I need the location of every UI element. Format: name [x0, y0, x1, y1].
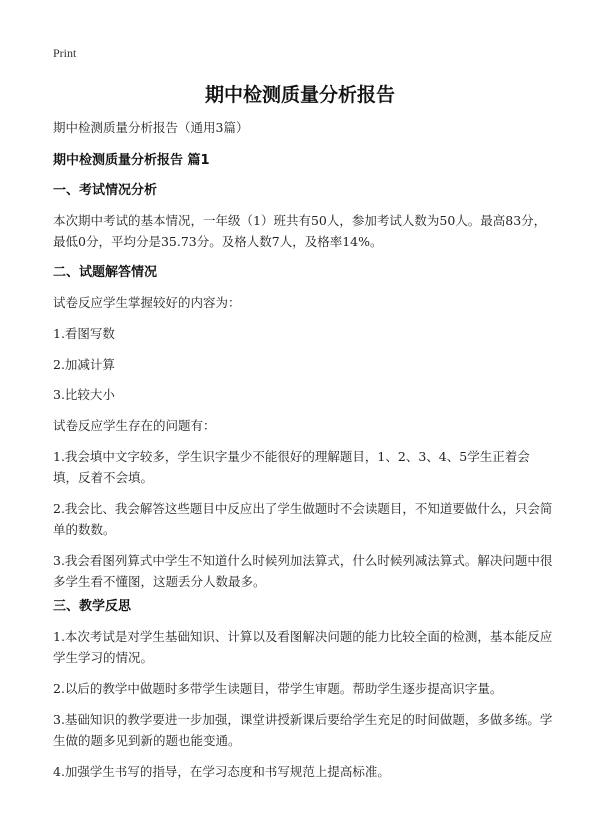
good-intro: 试卷反应学生掌握较好的内容为：: [53, 295, 241, 310]
section-heading-1: 一、考试情况分析: [53, 183, 158, 198]
reflection-item-3: 3.基础知识的教学要进一步加强，课堂讲授新课后要给学生充足的时间做题，多做多练。学生做的题多见到新的题也能变通。: [53, 712, 553, 748]
section-1-text: 本次期中考试的基本情况，一年级（1）班共有50人，参加考试人数为50人。最高83分，最低0分，平均分是35.73分。及格人数7人，及格率14%。: [53, 213, 547, 249]
document-subtitle: 期中检测质量分析报告（通用3篇）: [53, 120, 249, 135]
article-title: 期中检测质量分析报告 篇1: [53, 153, 210, 168]
good-item-2: 2.加减计算: [53, 357, 115, 372]
reflection-item-2: 2.以后的教学中做题时多带学生读题目，带学生审题。帮助学生逐步提高识字量。: [53, 681, 503, 696]
bad-item-1: 1.我会填中文字较多，学生识字量少不能很好的理解题目，1、2、3、4、5学生正着会填，反着不会填。: [53, 449, 530, 485]
good-item-1: 1.看图写数: [53, 326, 115, 341]
bad-intro: 试卷反应学生存在的问题有：: [53, 418, 216, 433]
page-title: 期中检测质量分析报告: [204, 84, 395, 106]
bad-item-2: 2.我会比、我会解答这些题目中反应出了学生做题时不会读题目，不知道要做什么，只会简单的数数。: [53, 501, 553, 537]
bad-item-3: 3.我会看图列算式中学生不知道什么时候列加法算式，什么时候列减法算式。解决问题中很多学生看不懂图，这题丢分人数最多。: [53, 553, 553, 589]
good-item-3: 3.比较大小: [53, 387, 115, 402]
reflection-item-1: 1.本次考试是对学生基础知识、计算以及看图解决问题的能力比较全面的检测，基本能反应学生学习的情况。: [53, 629, 553, 665]
section-heading-2: 二、试题解答情况: [53, 265, 158, 280]
reflection-item-4: 4.加强学生书写的指导，在学习态度和书写规范上提高标准。: [53, 764, 390, 779]
print-label[interactable]: Print: [53, 46, 77, 60]
section-heading-3: 三、教学反思: [53, 599, 132, 614]
